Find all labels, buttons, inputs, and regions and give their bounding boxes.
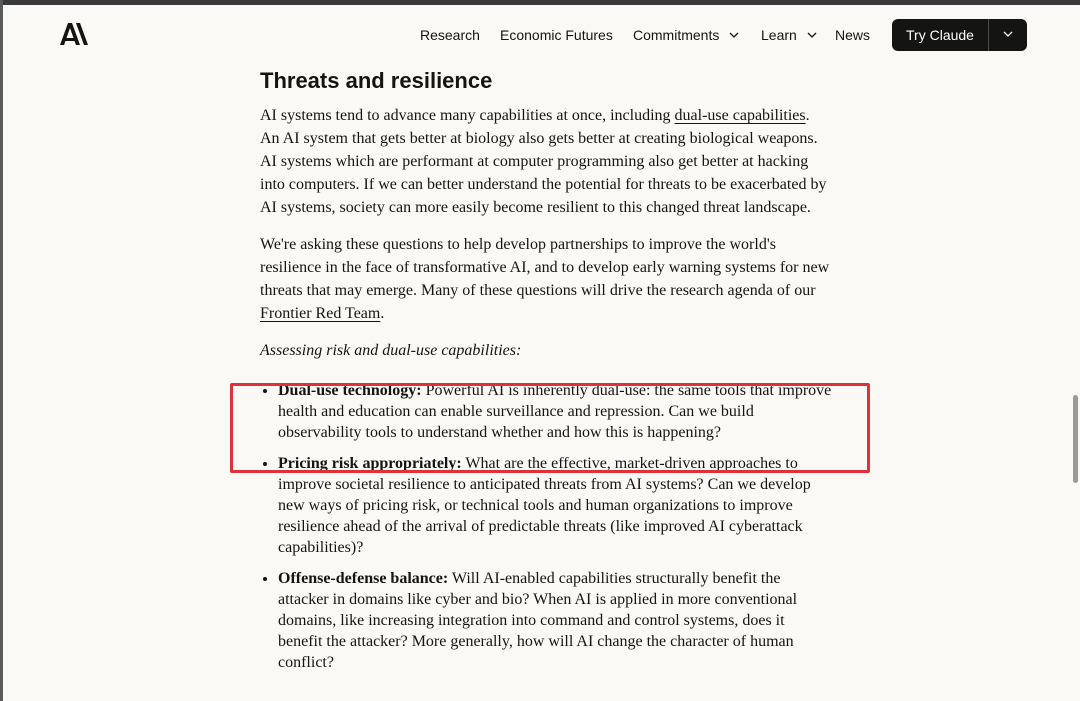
- section-heading: Threats and resilience: [260, 68, 493, 93]
- list-item-text: Will AI-enabled capabilities structurally benefit the attacker in domains like cyber and bio? When AI is applied in more conventional domains, like increasing integration into command and control systems, does it benefit the attacker? More generally, how will AI change the character of human conflict?: [278, 570, 798, 671]
- list-item-offense-defense: [278, 568, 832, 673]
- list-intro: Assessing risk and dual-use capabilities:: [260, 342, 522, 359]
- list-item-text: Powerful AI is inherently dual-use: the same tools that improve health and education can enable surveillance and repression. Can we build observability tools to understand whether and how this is happening?: [278, 382, 832, 441]
- paragraph-text: We're asking these questions to help develop partnerships to improve the world's resilience in the face of transformative AI, and to develop early warning systems for new threats that may emerge. Many of these questions will drive the research agenda of our: [260, 236, 830, 299]
- paragraph-intro: [260, 104, 832, 219]
- try-claude-button[interactable]: Try Claude: [906, 27, 974, 43]
- paragraph-text: AI systems tend to advance many capabilities at once, including: [260, 107, 675, 124]
- try-claude-dropdown-button[interactable]: [989, 19, 1027, 51]
- nav-news[interactable]: [835, 27, 870, 43]
- list-item-title: Pricing risk appropriately:: [278, 455, 462, 472]
- nav-label: Learn: [761, 27, 797, 43]
- frontier-red-team-link[interactable]: Frontier Red Team: [260, 305, 381, 322]
- site-header: [0, 5, 1080, 65]
- nav-learn[interactable]: [761, 27, 817, 43]
- list-item-dual-use-technology: [278, 380, 832, 443]
- nav-label: Commitments: [633, 27, 720, 43]
- anthropic-logo-icon[interactable]: [60, 23, 88, 45]
- article-section: [260, 64, 832, 683]
- questions-list: [260, 380, 832, 673]
- nav-label: Research: [420, 27, 480, 43]
- try-claude-button-group: [892, 19, 1027, 51]
- paragraph-partnerships: [260, 233, 832, 325]
- list-item-title: Offense-defense balance:: [278, 570, 449, 587]
- list-item-text: What are the effective, market-driven approaches to improve societal resilience to anticipated threats from AI systems? Can we develop new ways of pricing risk, or technical tools and human organizations to improve resilience ahead of the arrival of predictable threats (like improved AI cyberattack capabilities)?: [278, 455, 811, 556]
- chevron-down-icon: [1003, 31, 1013, 37]
- chevron-down-icon: [729, 32, 739, 38]
- dual-use-capabilities-link[interactable]: dual-use capabilities: [674, 107, 806, 124]
- nav-economic-futures[interactable]: [500, 27, 613, 43]
- window-left-edge: [0, 0, 3, 701]
- paragraph-text: .: [380, 305, 385, 322]
- list-item-pricing-risk: [278, 453, 832, 558]
- nav-label: News: [835, 27, 871, 43]
- list-item-title: Dual-use technology:: [278, 382, 422, 399]
- scrollbar-thumb[interactable]: [1073, 395, 1078, 483]
- nav-commitments[interactable]: [633, 27, 739, 43]
- chevron-down-icon: [807, 32, 817, 38]
- nav-research[interactable]: [420, 27, 480, 43]
- paragraph-text: . An AI system that gets better at biology also gets better at creating biological weapons. AI systems which are performant at computer programming also get better at hacking into computers. If we can better understand the potential for threats to be exacerbated by AI systems, society can more easily become resilient to this changed threat landscape.: [260, 107, 827, 216]
- nav-label: Economic Futures: [500, 27, 613, 43]
